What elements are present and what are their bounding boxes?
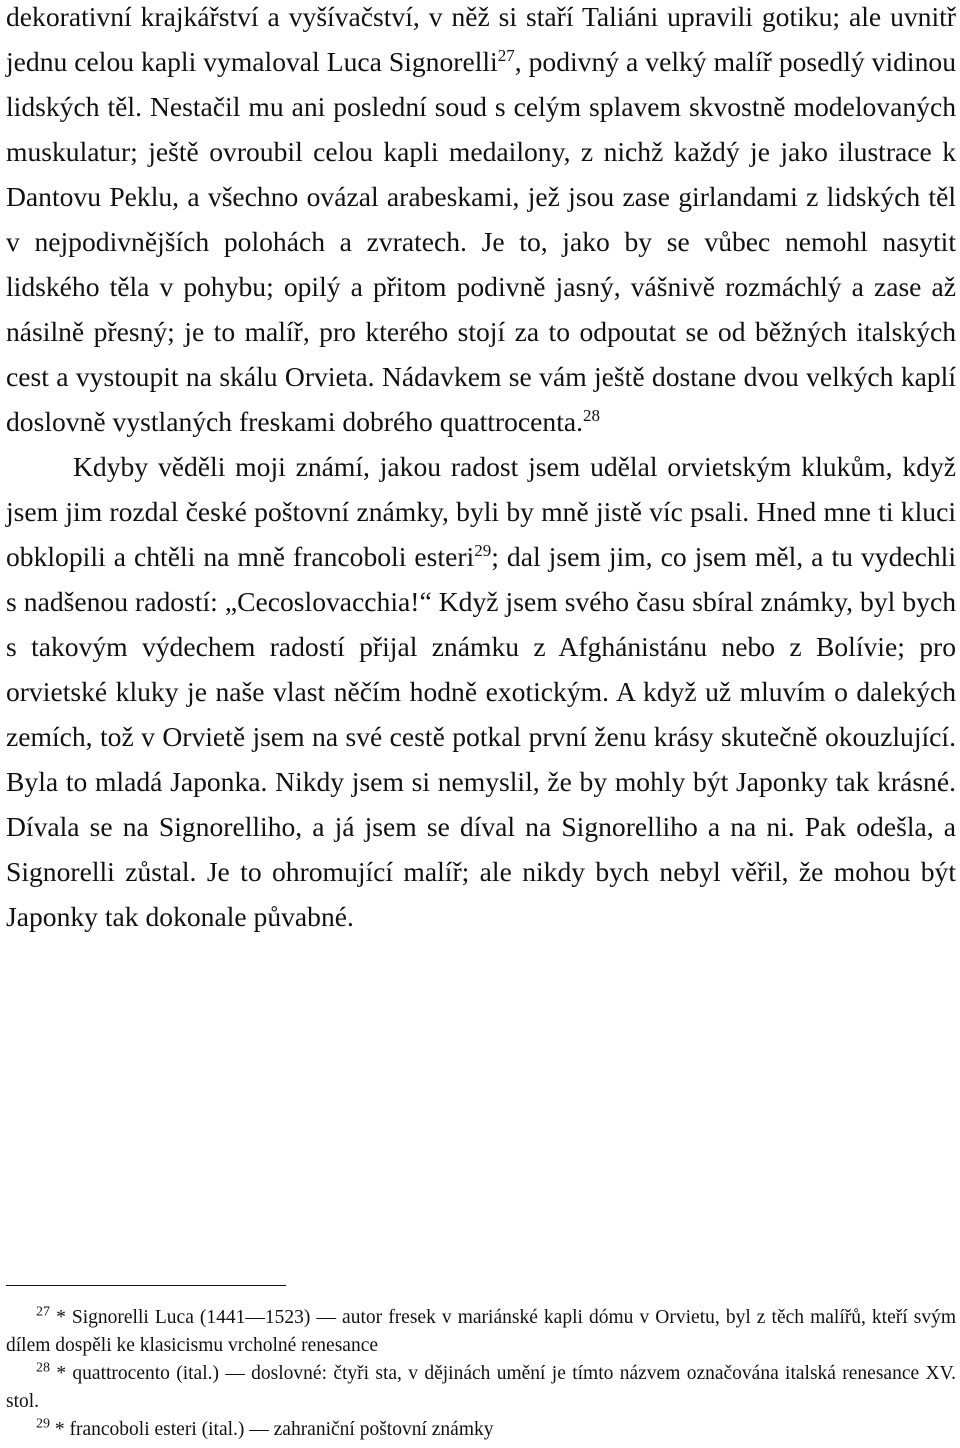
paragraph-2-text-b: ; dal jsem jim, co jsem měl, a tu vydechli s nadšenou radostí: „Cecoslovacchia!“ Když jsem svého času sbíral známky, byl bych s takovým výdechem radostí přijal známku z Afghánistánu nebo z Bolívie; pro orvietské kluky je naše vlast něčím hodně exotickým. A když už mluvím o dalekých zemích, tož v Orvietě jsem na své cestě potkal první ženu krásy skutečně okouzlující. Byla to mladá Japonka. Nikdy jsem si nemyslil, že by mohly být Japonky tak krásné. Dívala se na Signorelliho, a já jsem se díval na Signorelliho a na ni. Pak odešla, a Signorelli zůstal. Je to ohromující malíř; ale nikdy bych nebyl věřil, že mohou být Japonky tak dokonale půvabné. [6, 541, 957, 932]
footnotes-section [6, 1285, 956, 1444]
body-paragraph-2 [6, 444, 956, 939]
footnote-number: 27 [36, 1304, 50, 1320]
paragraph-1-text-b: , podivný a velký malíř posedlý vidinou lidských těl. Nestačil mu ani poslední soud s celým splavem skvostně modelovaných muskulatur; ještě ovroubil celou kapli medailony, z nichž každý je jako ilustrace k Dantovu Peklu, a všechno ovázal arabeskami, jež jsou zase girlandami z lidských těl v nejpodivnějších polohách a zvratech. Je to, jako by se vůbec nemohl nasytit lidského těla v pohybu; opilý a přitom podivně jasný, vášnivě rozmáchlý a zase až násilně přesný; je to malíř, pro kterého stojí za to odpoutat se od běžných italských cest a vystoupit na skálu Orvieta. Nádavkem se vám ještě dostane dvou velkých kaplí doslovně vystlaných freskami dobrého quattrocenta. [6, 46, 956, 437]
document-page [6, 0, 956, 1448]
footnote-separator [6, 1285, 286, 1286]
footnote-ref-27[interactable]: 27 [497, 45, 515, 65]
body-paragraph-1 [6, 0, 956, 444]
footnote-text: * francoboli esteri (ital.) — zahraniční poštovní známky [54, 1419, 494, 1440]
footnote-27 [6, 1304, 956, 1360]
footnote-number: 28 [36, 1360, 50, 1376]
footnote-ref-29[interactable]: 29 [474, 540, 492, 560]
footnote-28 [6, 1360, 956, 1416]
paragraph-2-text-a: Kdyby věděli moji známí, jakou radost jsem udělal orvietským klukům, když jsem jim rozdal české poštovní známky, byli by mně jistě víc psali. Hned mne ti kluci obklopili a chtěli na mně francoboli esteri [6, 451, 956, 572]
footnote-29 [6, 1416, 956, 1444]
footnote-text: * Signorelli Luca (1441—1523) — autor fresek v mariánské kapli dómu v Orvietu, byl z těch malířů, kteří svým dílem dospěli ke klasicismu vrcholné renesance [6, 1307, 956, 1356]
footnote-number: 29 [36, 1416, 50, 1432]
paragraph-1-text-a: dekorativní krajkářství a vyšívačství, v něž si staří Taliáni upravili gotiku; ale uvnitř jednu celou kapli vymaloval Luca Signorelli [6, 1, 956, 77]
footnote-text: * quattrocento (ital.) — doslovné: čtyři sta, v dějinách umění je tímto názvem označována italská renesance XV. stol. [6, 1363, 957, 1412]
footnote-ref-28[interactable]: 28 [583, 405, 601, 425]
